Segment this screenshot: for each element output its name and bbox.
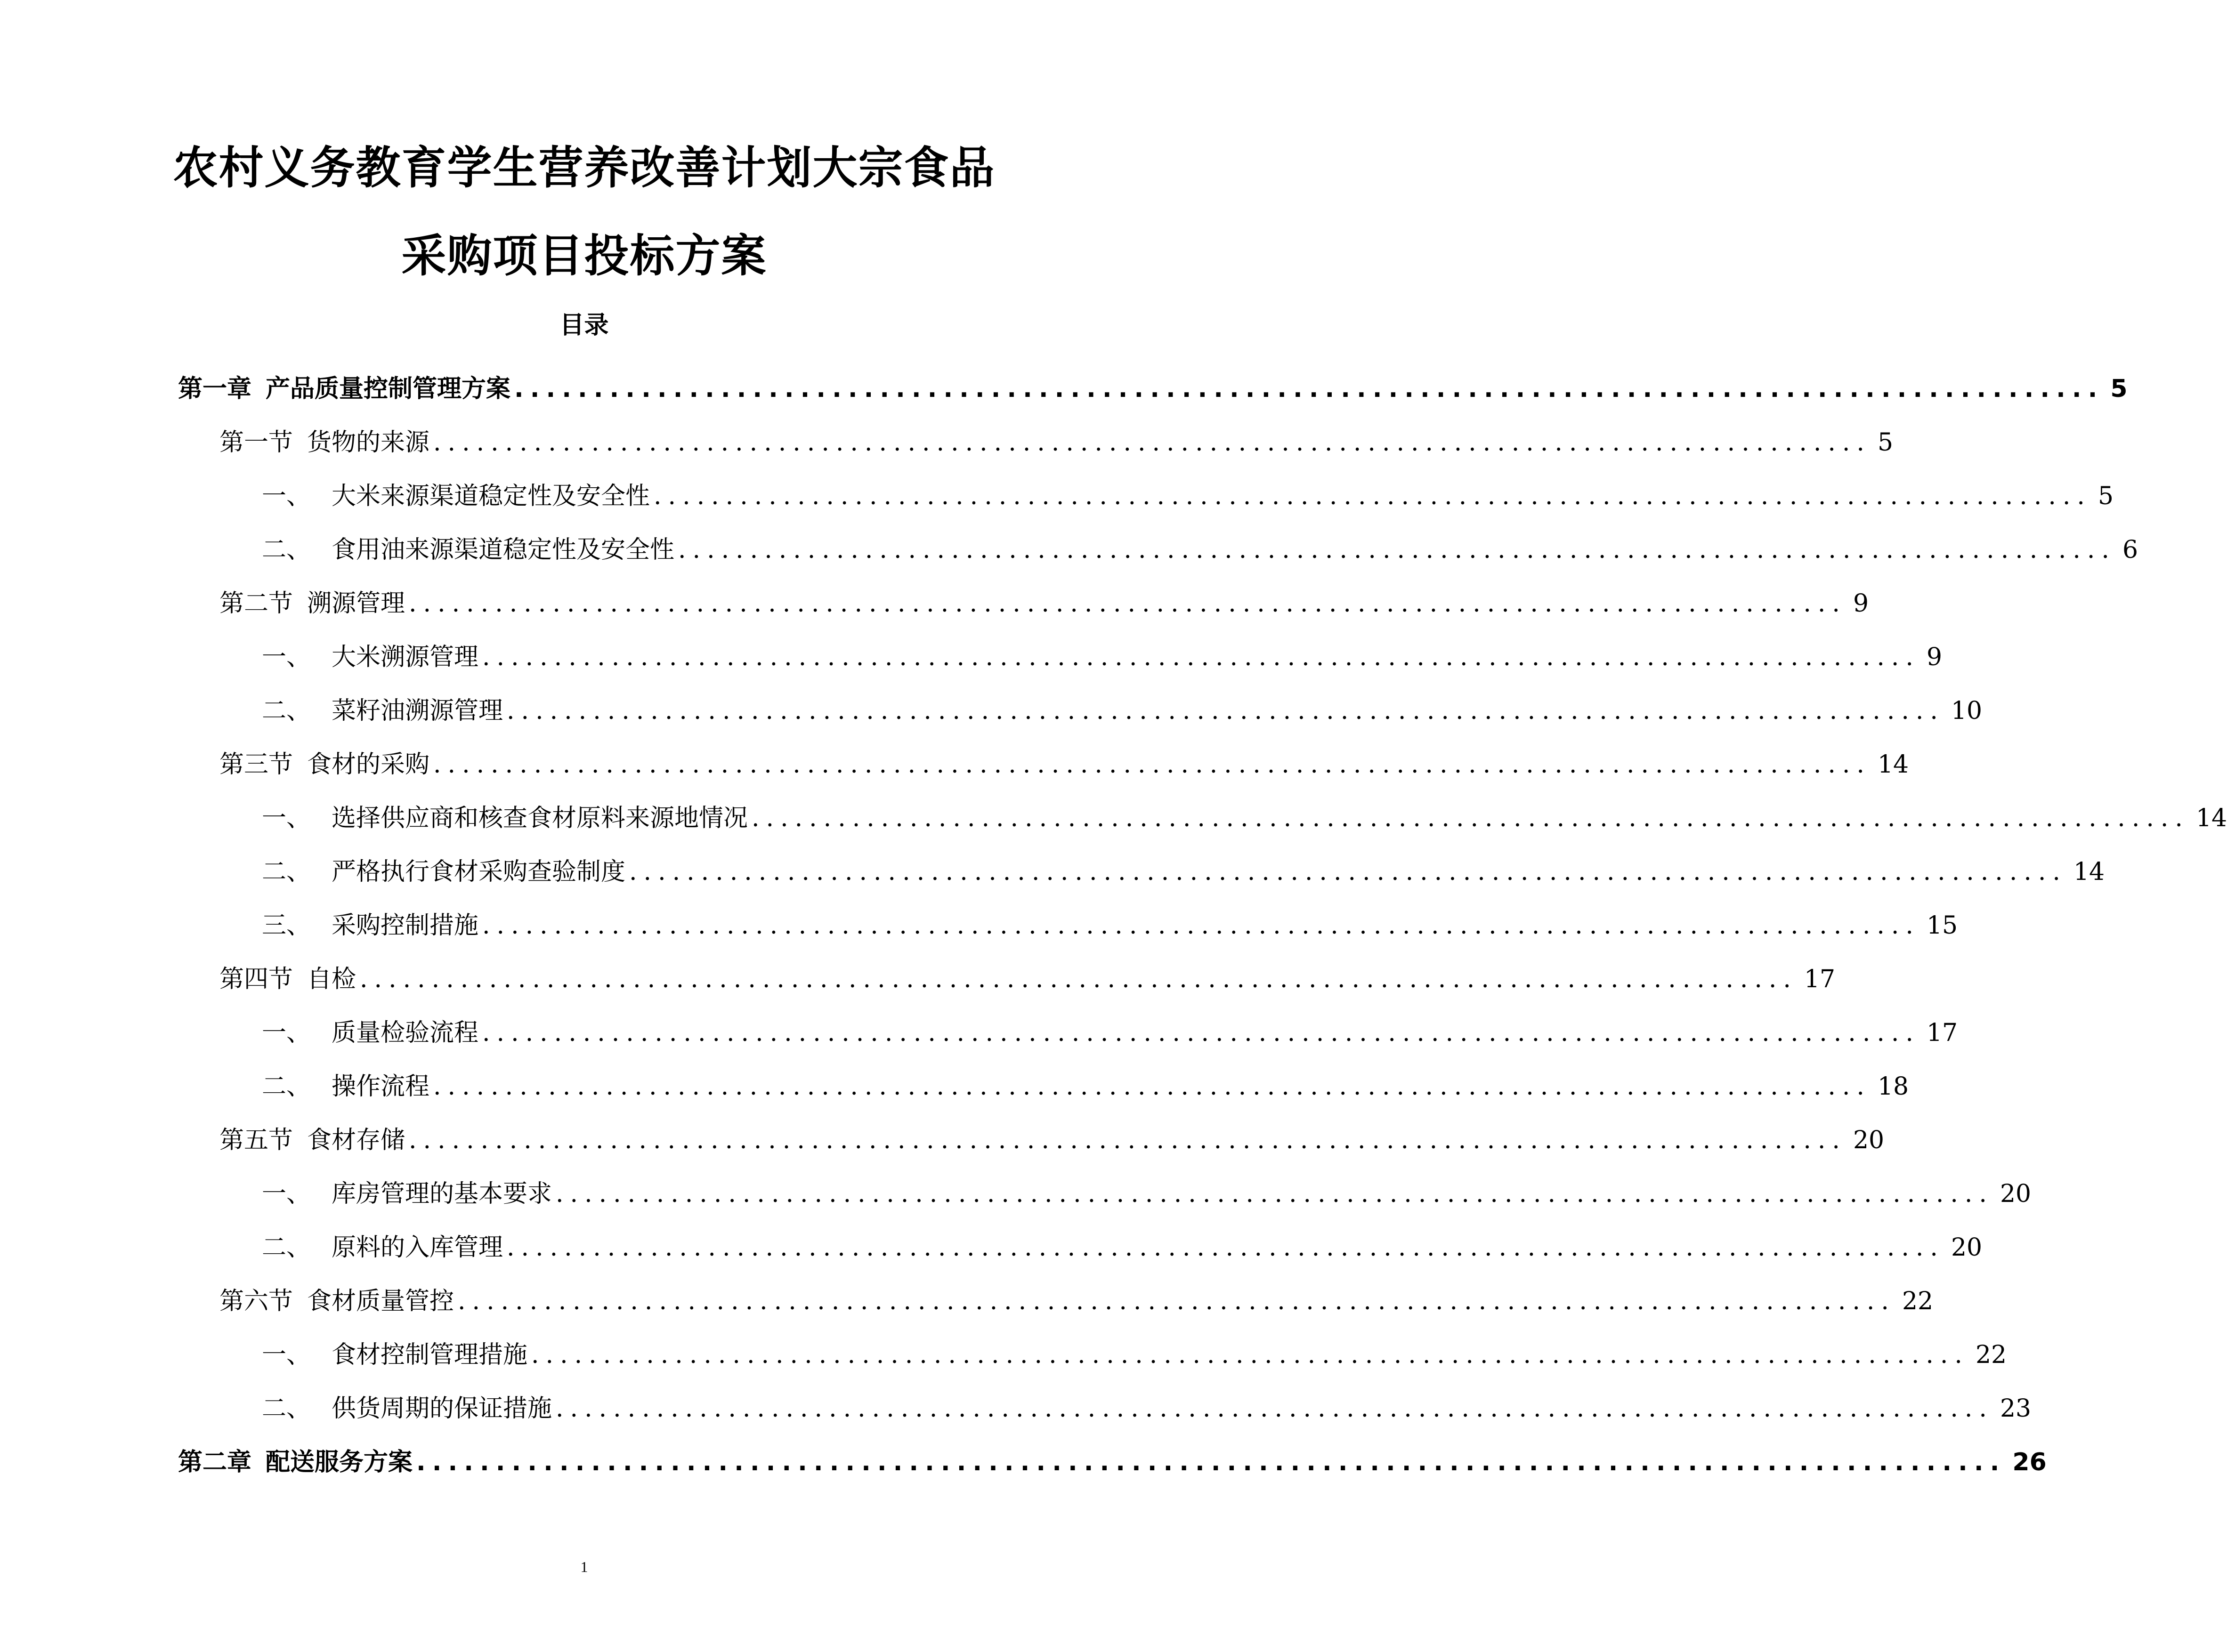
toc-entry[interactable] <box>219 417 1894 457</box>
toc-entry-label: 库房管理的基本要求 <box>332 1180 552 1208</box>
toc-leader-dots: .................................................................................................... <box>514 375 2104 403</box>
document-title-line-1: 农村义务教育学生营养改善计划大宗食品 <box>173 142 996 194</box>
toc-entry-page: 22 <box>1902 1287 1934 1315</box>
toc-entry[interactable] <box>219 1276 1934 1315</box>
toc-entry[interactable] <box>262 846 2105 886</box>
toc-entry-page: 6 <box>2122 536 2138 564</box>
toc-entry-label: 食材的采购 <box>307 750 430 779</box>
toc-entry-label: 产品质量控制管理方案 <box>266 375 511 403</box>
toc-entry-label: 选择供应商和核查食材原料来源地情况 <box>332 804 748 832</box>
toc-entry[interactable] <box>262 524 2138 564</box>
toc-entry[interactable] <box>262 900 1958 940</box>
toc-entry-number: 第二节 <box>219 589 293 618</box>
toc-entry-number: 二、 <box>262 697 311 725</box>
toc-heading: 目录 <box>559 311 609 339</box>
toc-leader-dots: .................................................................................................... <box>482 911 1920 940</box>
toc-entry-label: 严格执行食材采购查验制度 <box>332 858 626 886</box>
toc-entry[interactable] <box>262 1168 2032 1208</box>
toc-entry[interactable] <box>262 1330 2007 1369</box>
toc-entry-label: 菜籽油溯源管理 <box>332 697 503 725</box>
toc-entry-number: 一、 <box>262 643 311 671</box>
toc-entry-page: 23 <box>2000 1394 2032 1423</box>
toc-leader-dots: .................................................................................................... <box>556 1394 1993 1423</box>
toc-leader-dots: .................................................................................................... <box>482 643 1920 671</box>
toc-leader-dots: .................................................................................................... <box>507 697 1944 725</box>
toc-entry[interactable] <box>219 739 1909 779</box>
toc-entry-number: 第四节 <box>219 965 293 993</box>
toc-leader-dots: .................................................................................................... <box>556 1180 1993 1208</box>
toc-leader-dots: .................................................................................................... <box>458 1287 1895 1315</box>
toc-leader-dots: .................................................................................................... <box>433 750 1871 779</box>
toc-entry[interactable] <box>219 578 1869 618</box>
toc-entry-number: 第一节 <box>219 428 293 457</box>
toc-entry-number: 一、 <box>262 1180 311 1208</box>
toc-entry-label: 食用油来源渠道稳定性及安全性 <box>332 536 675 564</box>
toc-leader-dots: .................................................................................................... <box>433 1072 1871 1101</box>
toc-entry-page: 14 <box>1877 750 1909 779</box>
toc-leader-dots: .................................................................................................... <box>629 858 2067 886</box>
toc-entry[interactable] <box>262 685 1983 725</box>
toc-entry-page: 15 <box>1926 911 1958 940</box>
toc-leader-dots: .................................................................................................... <box>507 1233 1944 1262</box>
toc-entry-label: 溯源管理 <box>307 589 405 618</box>
toc-entry[interactable] <box>262 632 1943 671</box>
toc-leader-dots: .................................................................................................... <box>482 1019 1920 1047</box>
toc-leader-dots: .................................................................................................... <box>360 965 1798 993</box>
toc-entry-page: 9 <box>1926 643 1943 671</box>
toc-leader-dots: .................................................................................................... <box>531 1341 1969 1369</box>
toc-entry-label: 质量检验流程 <box>332 1019 479 1047</box>
toc-entry-label: 货物的来源 <box>307 428 430 457</box>
toc-entry-number: 一、 <box>262 804 311 832</box>
toc-leader-dots: .................................................................................................... <box>416 1448 2006 1476</box>
toc-entry-label: 自检 <box>307 965 356 993</box>
toc-leader-dots: .................................................................................................... <box>654 482 2091 510</box>
toc-entry-number: 二、 <box>262 1394 311 1423</box>
toc-entry-label: 食材控制管理措施 <box>332 1341 528 1369</box>
toc-entry-label: 大米来源渠道稳定性及安全性 <box>332 482 650 510</box>
toc-entry-label: 采购控制措施 <box>332 911 479 940</box>
toc-entry-label: 配送服务方案 <box>266 1448 413 1476</box>
toc-entry-label: 操作流程 <box>332 1072 430 1101</box>
toc-entry-label: 原料的入库管理 <box>332 1233 503 1262</box>
toc-entry-number: 一、 <box>262 1341 311 1369</box>
toc-entry[interactable] <box>262 1007 1958 1047</box>
toc-entry-label: 供货周期的保证措施 <box>332 1394 552 1423</box>
toc-entry-number: 一、 <box>262 482 311 510</box>
toc-entry-page: 9 <box>1853 589 1869 618</box>
toc-entry-number: 第五节 <box>219 1126 293 1154</box>
toc-entry[interactable] <box>178 363 2128 403</box>
toc-entry-page: 17 <box>1926 1019 1958 1047</box>
toc-entry-page: 10 <box>1951 697 1983 725</box>
toc-entry-page: 5 <box>2110 375 2128 403</box>
toc-entry-page: 17 <box>1804 965 1836 993</box>
page-number: 1 <box>580 1558 588 1575</box>
toc-entry[interactable] <box>262 1061 1909 1101</box>
toc-leader-dots: .................................................................................................... <box>433 428 1871 457</box>
toc-entry-number: 第二章 <box>178 1448 252 1476</box>
toc-entry-page: 5 <box>2097 482 2114 510</box>
toc-entry[interactable] <box>178 1437 2047 1476</box>
toc-entry-number: 二、 <box>262 1233 311 1262</box>
toc-entry[interactable] <box>262 1222 1983 1262</box>
toc-entry-number: 三、 <box>262 911 311 940</box>
toc-entry-number: 二、 <box>262 858 311 886</box>
toc-entry-page: 20 <box>1951 1233 1983 1262</box>
toc-entry-label: 食材质量管控 <box>307 1287 454 1315</box>
toc-leader-dots: .................................................................................................... <box>678 536 2116 564</box>
document-title-line-2: 采购项目投标方案 <box>401 230 767 282</box>
toc-leader-dots: .................................................................................................... <box>409 589 1846 618</box>
toc-entry-number: 一、 <box>262 1019 311 1047</box>
toc-entry-number: 第六节 <box>219 1287 293 1315</box>
toc-entry-page: 14 <box>2073 858 2105 886</box>
toc-entry-number: 二、 <box>262 1072 311 1101</box>
toc-entry-page: 14 <box>2195 804 2227 832</box>
toc-entry-number: 二、 <box>262 536 311 564</box>
toc-entry[interactable] <box>219 954 1836 993</box>
toc-entry-number: 第一章 <box>178 375 252 403</box>
toc-entry-page: 20 <box>2000 1180 2032 1208</box>
toc-entry[interactable] <box>262 471 2114 510</box>
toc-entry-page: 26 <box>2012 1448 2047 1476</box>
toc-entry-page: 18 <box>1877 1072 1909 1101</box>
toc-entry-label: 大米溯源管理 <box>332 643 479 671</box>
toc-entry[interactable] <box>262 1383 2032 1423</box>
toc-entry-number: 第三节 <box>219 750 293 779</box>
toc-entry-page: 5 <box>1877 428 1894 457</box>
toc-entry[interactable] <box>219 1115 1885 1154</box>
toc-entry[interactable] <box>262 793 2227 832</box>
toc-entry-label: 食材存储 <box>307 1126 405 1154</box>
toc-leader-dots: .................................................................................................... <box>409 1126 1846 1154</box>
toc-entry-page: 22 <box>1975 1341 2007 1369</box>
toc-leader-dots: .................................................................................................... <box>752 804 2189 832</box>
toc-entry-page: 20 <box>1853 1126 1885 1154</box>
